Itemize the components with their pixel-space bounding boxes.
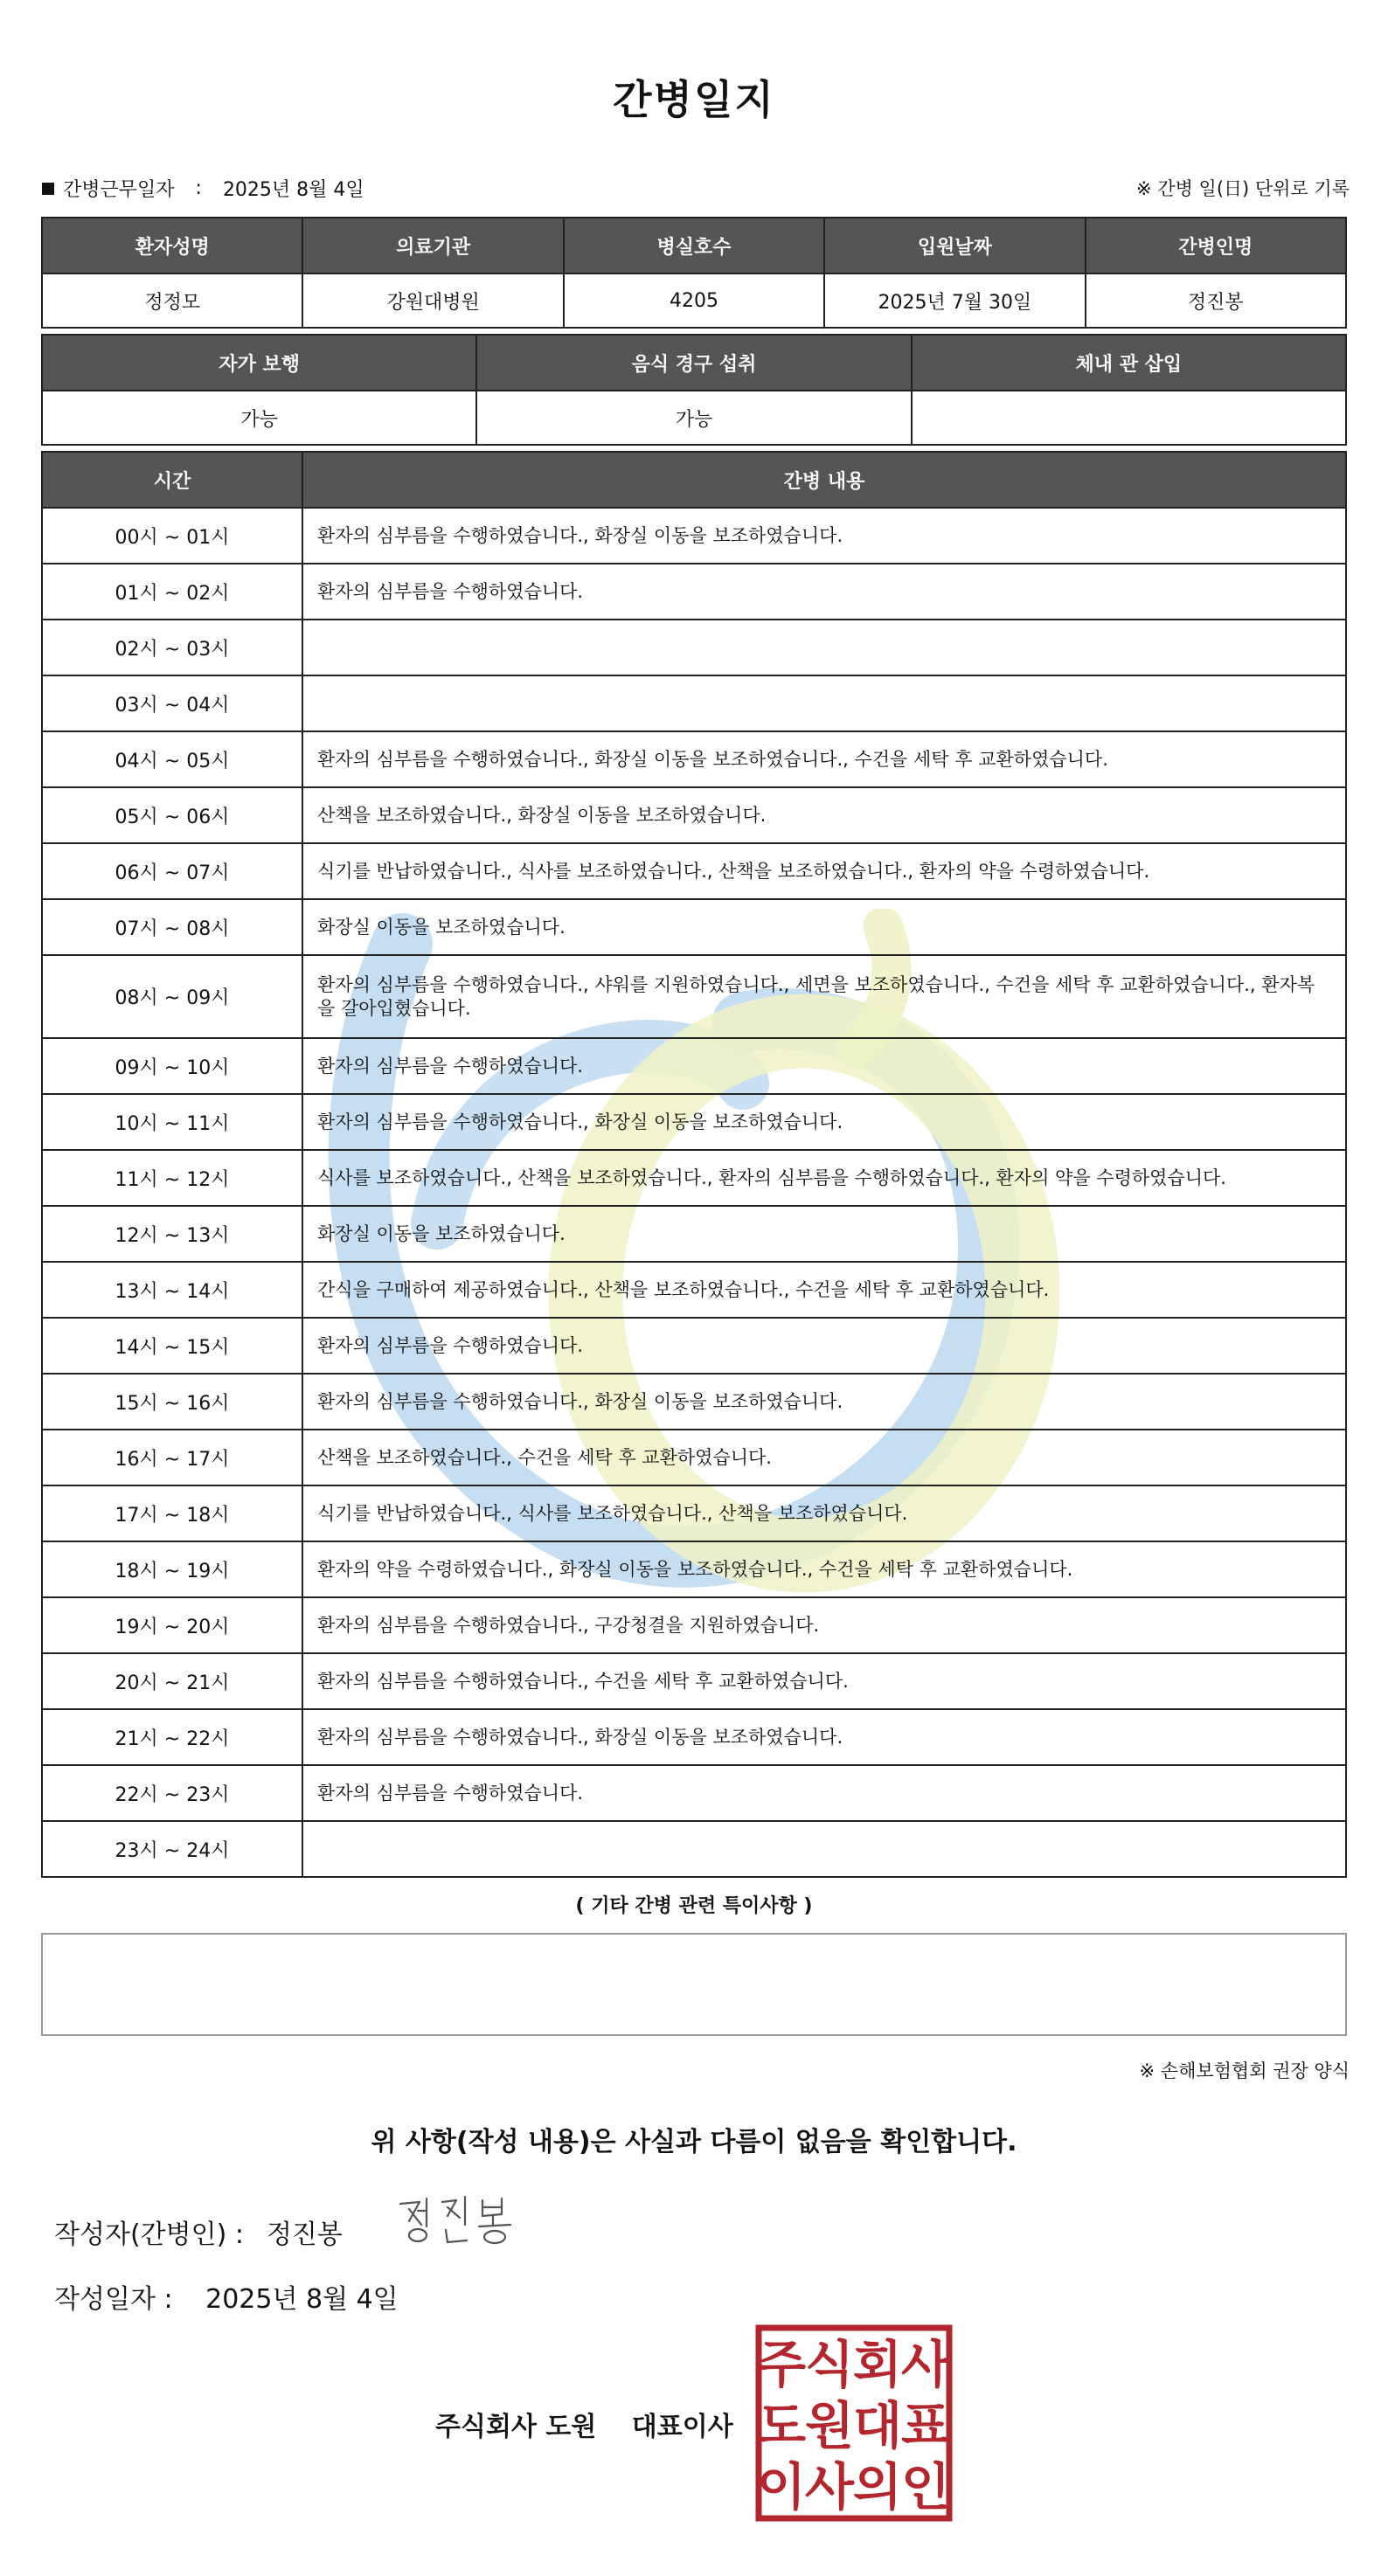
patient-info-table [41, 217, 1347, 329]
table-row [42, 508, 1346, 564]
care-content [302, 620, 1346, 675]
time-slot: 06시 ~ 07시 [42, 843, 302, 899]
table-row [42, 620, 1346, 675]
care-content: 환자의 심부름을 수행하였습니다., 화장실 이동을 보조하였습니다. [302, 1094, 1346, 1150]
table-row [42, 787, 1346, 843]
header-institution: 의료기관 [302, 218, 563, 274]
seal-character: 회 [852, 2335, 903, 2394]
care-content: 산책을 보조하였습니다., 수건을 세탁 후 교환하였습니다. [302, 1430, 1346, 1485]
header-self-walking: 자가 보행 [42, 335, 476, 391]
time-slot: 19시 ~ 20시 [42, 1597, 302, 1653]
seal-character: 의 [852, 2457, 903, 2517]
handwritten-signature [395, 2190, 526, 2251]
table-row [42, 843, 1346, 899]
table-row [42, 1541, 1346, 1597]
table-row [42, 955, 1346, 1038]
time-slot: 02시 ~ 03시 [42, 620, 302, 675]
written-date-row [54, 2277, 399, 2316]
header-caregiver-name: 간병인명 [1086, 218, 1346, 274]
care-content: 화장실 이동을 보조하였습니다. [302, 1206, 1346, 1262]
table-row [42, 1653, 1346, 1709]
time-slot: 20시 ~ 21시 [42, 1653, 302, 1709]
patient-name: 정정모 [42, 274, 302, 328]
seal-character: 도 [756, 2396, 807, 2455]
institution: 강원대병원 [302, 274, 563, 328]
care-content: 환자의 심부름을 수행하였습니다. [302, 1318, 1346, 1374]
time-slot: 17시 ~ 18시 [42, 1485, 302, 1541]
work-date-value: 2025년 8월 4일 [222, 179, 364, 201]
work-date-row [42, 175, 364, 202]
table-row [42, 1821, 1346, 1877]
oral-intake-value: 가능 [476, 391, 911, 445]
header-oral-intake: 음식 경구 섭취 [476, 335, 911, 391]
table-row [42, 1374, 1346, 1430]
table-row [42, 1485, 1346, 1541]
time-slot: 05시 ~ 06시 [42, 787, 302, 843]
time-slot: 18시 ~ 19시 [42, 1541, 302, 1597]
table-row [42, 1765, 1346, 1821]
seal-character: 주 [756, 2335, 807, 2394]
table-row [42, 1038, 1346, 1094]
time-slot: 01시 ~ 02시 [42, 564, 302, 620]
ceo-title: 대표이사 [631, 2412, 733, 2442]
table-row [42, 675, 1346, 731]
admission-date: 2025년 7월 30일 [824, 274, 1085, 328]
care-content: 환자의 심부름을 수행하였습니다., 화장실 이동을 보조하였습니다. [302, 508, 1346, 564]
seal-character: 원 [804, 2396, 855, 2455]
seal-character: 식 [804, 2335, 855, 2394]
time-slot: 00시 ~ 01시 [42, 508, 302, 564]
notes-title: ( 기타 간병 관련 특이사항 ) [575, 1895, 813, 1917]
association-note: ※ 손해보험협회 권장 양식 [1139, 2060, 1350, 2081]
care-content: 산책을 보조하였습니다., 화장실 이동을 보조하였습니다. [302, 787, 1346, 843]
time-slot: 16시 ~ 17시 [42, 1430, 302, 1485]
time-slot: 13시 ~ 14시 [42, 1262, 302, 1318]
work-date-label: 간병근무일자 [63, 179, 175, 201]
time-slot: 04시 ~ 05시 [42, 731, 302, 787]
care-content: 식기를 반납하였습니다., 식사를 보조하였습니다., 산책을 보조하였습니다. [302, 1485, 1346, 1541]
time-slot: 08시 ~ 09시 [42, 955, 302, 1038]
care-content: 환자의 심부름을 수행하였습니다., 화장실 이동을 보조하였습니다. [302, 1709, 1346, 1765]
care-log-table [41, 451, 1347, 1878]
company-seal [755, 2324, 953, 2522]
page-title: 간병일지 [613, 76, 775, 123]
care-content: 환자의 약을 수령하였습니다., 화장실 이동을 보조하였습니다., 수건을 세탁 후 교환하였습니다. [302, 1541, 1346, 1597]
confirmation-statement: 위 사항(작성 내용)은 사실과 다름이 없음을 확인합니다. [371, 2127, 1017, 2157]
header-patient-name: 환자성명 [42, 218, 302, 274]
tube-insertion-value [912, 391, 1346, 445]
table-row [42, 1206, 1346, 1262]
time-slot: 22시 ~ 23시 [42, 1765, 302, 1821]
table-row [42, 899, 1346, 955]
writer-label: 작성자(간병인) : [54, 2219, 244, 2250]
seal-character: 사 [804, 2457, 855, 2517]
table-row [42, 1597, 1346, 1653]
header-admission-date: 입원날짜 [824, 218, 1085, 274]
table-row [42, 731, 1346, 787]
care-log-body [42, 508, 1346, 1877]
time-slot: 21시 ~ 22시 [42, 1709, 302, 1765]
seal-character: 이 [756, 2457, 807, 2517]
header-care-content: 간병 내용 [302, 452, 1346, 508]
care-content [302, 675, 1346, 731]
room-number: 4205 [564, 274, 824, 328]
notes-box [41, 1933, 1347, 2036]
time-slot: 23시 ~ 24시 [42, 1821, 302, 1877]
table-row [42, 1709, 1346, 1765]
care-content: 간식을 구매하여 제공하였습니다., 산책을 보조하였습니다., 수건을 세탁 후 교환하였습니다. [302, 1262, 1346, 1318]
care-content: 식기를 반납하였습니다., 식사를 보조하였습니다., 산책을 보조하였습니다., 환자의 약을 수령하였습니다. [302, 843, 1346, 899]
care-content: 환자의 심부름을 수행하였습니다., 화장실 이동을 보조하였습니다. [302, 1374, 1346, 1430]
written-date-label: 작성일자 : [54, 2284, 173, 2315]
time-slot: 09시 ~ 10시 [42, 1038, 302, 1094]
seal-character: 표 [900, 2396, 951, 2455]
care-content: 환자의 심부름을 수행하였습니다., 구강청결을 지원하였습니다. [302, 1597, 1346, 1653]
header-time: 시간 [42, 452, 302, 508]
time-slot: 11시 ~ 12시 [42, 1150, 302, 1206]
company-name: 주식회사 도원 [435, 2412, 597, 2442]
ability-table [41, 334, 1347, 446]
time-slot: 12시 ~ 13시 [42, 1206, 302, 1262]
care-content: 환자의 심부름을 수행하였습니다., 화장실 이동을 보조하였습니다., 수건을 세탁 후 교환하였습니다. [302, 731, 1346, 787]
time-slot: 07시 ~ 08시 [42, 899, 302, 955]
table-row [42, 1430, 1346, 1485]
seal-character: 인 [900, 2457, 951, 2517]
self-walking-value: 가능 [42, 391, 476, 445]
time-slot: 03시 ~ 04시 [42, 675, 302, 731]
care-content: 환자의 심부름을 수행하였습니다. [302, 1038, 1346, 1094]
care-content [302, 1821, 1346, 1877]
care-content: 환자의 심부름을 수행하였습니다., 샤워를 지원하였습니다., 세면을 보조하였습니다., 수건을 세탁 후 교환하였습니다., 환자복을 갈아입혔습니다. [302, 955, 1346, 1038]
work-date-colon: : [195, 177, 202, 199]
time-slot: 10시 ~ 11시 [42, 1094, 302, 1150]
table-row [42, 1094, 1346, 1150]
care-content: 식사를 보조하였습니다., 산책을 보조하였습니다., 환자의 심부름을 수행하였습니다., 환자의 약을 수령하였습니다. [302, 1150, 1346, 1206]
writer-name: 정진봉 [266, 2219, 343, 2250]
seal-character: 대 [852, 2396, 903, 2455]
company-row [435, 2405, 733, 2443]
table-row [42, 1318, 1346, 1374]
time-slot: 15시 ~ 16시 [42, 1374, 302, 1430]
table-row [42, 1262, 1346, 1318]
caregiver-name: 정진봉 [1086, 274, 1346, 328]
header-room-number: 병실호수 [564, 218, 824, 274]
care-content: 환자의 심부름을 수행하였습니다. [302, 1765, 1346, 1821]
table-row [42, 564, 1346, 620]
table-row [42, 1150, 1346, 1206]
care-content: 환자의 심부름을 수행하였습니다. [302, 564, 1346, 620]
care-content: 화장실 이동을 보조하였습니다. [302, 899, 1346, 955]
written-date-value: 2025년 8월 4일 [205, 2284, 399, 2315]
header-tube-insertion: 체내 관 삽입 [912, 335, 1346, 391]
writer-row [54, 2212, 343, 2251]
bullet-square-icon [42, 183, 54, 195]
daily-record-note: ※ 간병 일(日) 단위로 기록 [1136, 178, 1350, 199]
time-slot: 14시 ~ 15시 [42, 1318, 302, 1374]
seal-character: 사 [900, 2335, 951, 2394]
care-content: 환자의 심부름을 수행하였습니다., 수건을 세탁 후 교환하였습니다. [302, 1653, 1346, 1709]
